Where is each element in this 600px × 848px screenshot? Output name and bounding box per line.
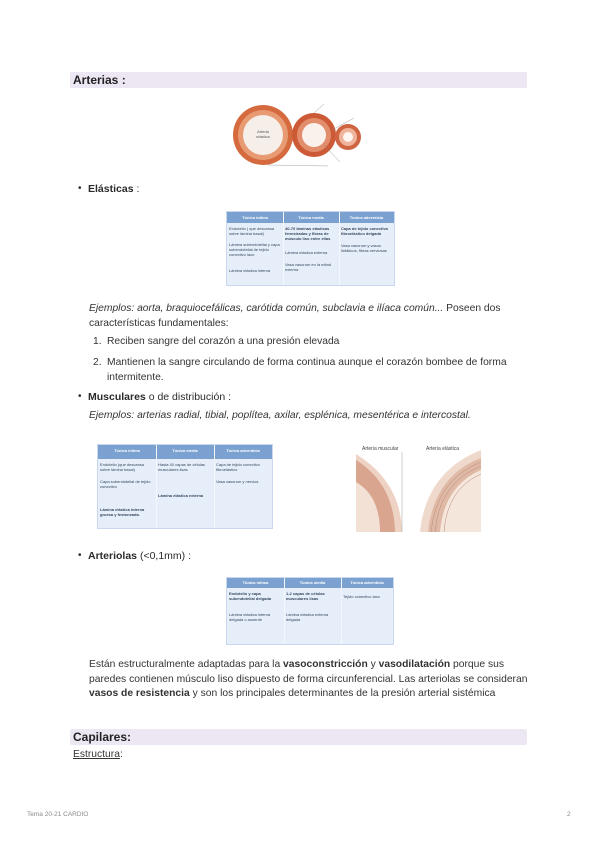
elasticas-title: Elásticas — [88, 183, 134, 195]
arteriolas-table — [226, 577, 394, 645]
vessels-cross-section-figure — [228, 100, 368, 170]
elasticas-list-item: 1. Reciben sangre del corazón a una presión elevada — [93, 336, 340, 347]
section-heading-arterias — [70, 72, 527, 88]
bullet-elasticas — [78, 182, 140, 196]
table-header-cell: Túnica adventicia — [226, 448, 260, 453]
bullet-dot: • — [78, 391, 82, 402]
table-cell: 1-2 capas de células musculares lisas — [286, 591, 325, 601]
table-cell: Lámina elástica interna gruesa y festoneada. — [100, 507, 145, 517]
table-cell: Lámina elástica externa — [285, 250, 328, 255]
footer-page-number: 2 — [567, 811, 571, 818]
table-cell: Capa de tejido conectivo fibroelástico — [216, 462, 260, 472]
arteriolas-paragraph: Están estructuralmente adaptadas para la vasoconstricción y vasodilatación porque sus paredes contienen músculo liso dispuesto de forma circunferencial. Las arteriolas se consideran vasos de resistencia y son los principales determinantes de la presión arterial sistémica — [89, 659, 528, 699]
table-cell: Endotelio (que descansa sobre lámina basal) — [100, 462, 145, 472]
bold-term: vasodilatación — [378, 659, 451, 670]
table-cell: Vasa vasorum y vasos linfáticos, fibras nerviosas — [341, 243, 387, 253]
section-heading-capilares — [70, 729, 527, 745]
figure-label-muscular: Arteria muscular — [362, 446, 399, 452]
svg-text:elástica: elástica — [256, 134, 270, 139]
bold-term: vasos de resistencia — [89, 688, 190, 699]
arteriolas-title: Arteriolas — [88, 550, 138, 562]
bullet-arteriolas — [78, 549, 191, 563]
list-item-text: Mantienen la sangre circulando de forma continua aunque el corazón bombee de forma intermitente. — [107, 357, 507, 383]
bullet-dot: • — [78, 183, 82, 194]
elasticas-examples-italic: Ejemplos: aorta, braquiocefálicas, carótida común, subclavia e ilíaca común... — [89, 303, 444, 314]
musculares-table — [97, 444, 273, 529]
bullet-musculares — [78, 390, 231, 404]
table-header-cell: Túnica adventicia — [350, 580, 384, 585]
table-cell: Lámina elástica interna delgada o ausente — [229, 612, 271, 622]
table-header-cell: Túnica media — [299, 580, 326, 585]
bullet-dot: • — [78, 550, 82, 561]
elasticas-suffix: : — [133, 183, 140, 195]
musculares-examples — [89, 409, 529, 424]
musculares-rest: o de distribución : — [145, 391, 231, 403]
table-cell: Vasa vasorum en la mitad externa — [285, 262, 331, 272]
svg-text:Arteria: Arteria — [257, 129, 269, 134]
musculares-examples-text: Ejemplos: arterias radial, tibial, poplítea, axilar, esplénica, mesentérica e intercostal. — [89, 410, 471, 421]
artery-wall-comparison-figure — [356, 442, 481, 532]
estructura-label: Estructura — [73, 749, 120, 760]
table-header-cell: Túnica íntima — [242, 580, 269, 585]
table-cell: Endotelio ( que descansa sobre lámina basal) — [229, 226, 275, 236]
table-cell: Lámina subendotelial y capa subendotelial de tejido conectivo laxo — [229, 242, 280, 257]
table-cell: Endotelio y capa subendotelial delgada — [229, 591, 272, 601]
table-cell: Hasta 40 capas de células musculares lisas — [158, 462, 205, 472]
elasticas-examples — [89, 302, 529, 331]
table-cell: Lámina elástica externa — [158, 493, 204, 498]
elasticas-list-item: 2. Mantienen la sangre circulando de forma continua aunque el corazón bombee de forma intermitente. — [93, 357, 507, 383]
table-header-cell: Túnica íntima — [114, 448, 140, 453]
elasticas-table — [226, 211, 395, 286]
capilares-estructura: Estructura: — [73, 749, 123, 760]
elasticas-examples-rest: Poseen dos características fundamentales: — [89, 303, 501, 329]
bold-term: vasoconstricción — [283, 659, 368, 670]
footer-title: Tema 20-21 CARDIO — [27, 811, 89, 818]
arteriolas-rest: (<0,1mm) : — [137, 550, 191, 562]
figure-label-elastic: Arteria elástica — [426, 446, 460, 452]
table-header-cell: Túnica íntima — [242, 215, 268, 220]
table-cell: Vasa vasorum y nervios — [216, 479, 259, 484]
table-cell: Capa subendotelial de tejido conectivo — [100, 479, 151, 489]
musculares-title: Musculares — [88, 391, 146, 403]
table-cell: Tejido conectivo laxo — [343, 594, 380, 599]
heading-arterias: Arterias : — [73, 73, 126, 87]
table-header-cell: Túnica media — [172, 448, 198, 453]
table-cell: 40-70 láminas elásticas fenestradas y fibras de músculo liso entre ellas — [285, 226, 331, 241]
heading-capilares: Capilares: — [73, 730, 132, 744]
table-header-cell: Túnica adventicia — [349, 215, 384, 220]
table-cell: Lámina elástica externa delgada — [286, 612, 329, 622]
table-header-cell: Túnica media — [298, 215, 324, 220]
table-cell: Lámina elástica interna — [229, 268, 271, 273]
table-cell: Capa de tejido conectivo fibroelástico delgada — [341, 226, 389, 236]
list-item-text: Reciben sangre del corazón a una presión elevada — [107, 336, 340, 347]
